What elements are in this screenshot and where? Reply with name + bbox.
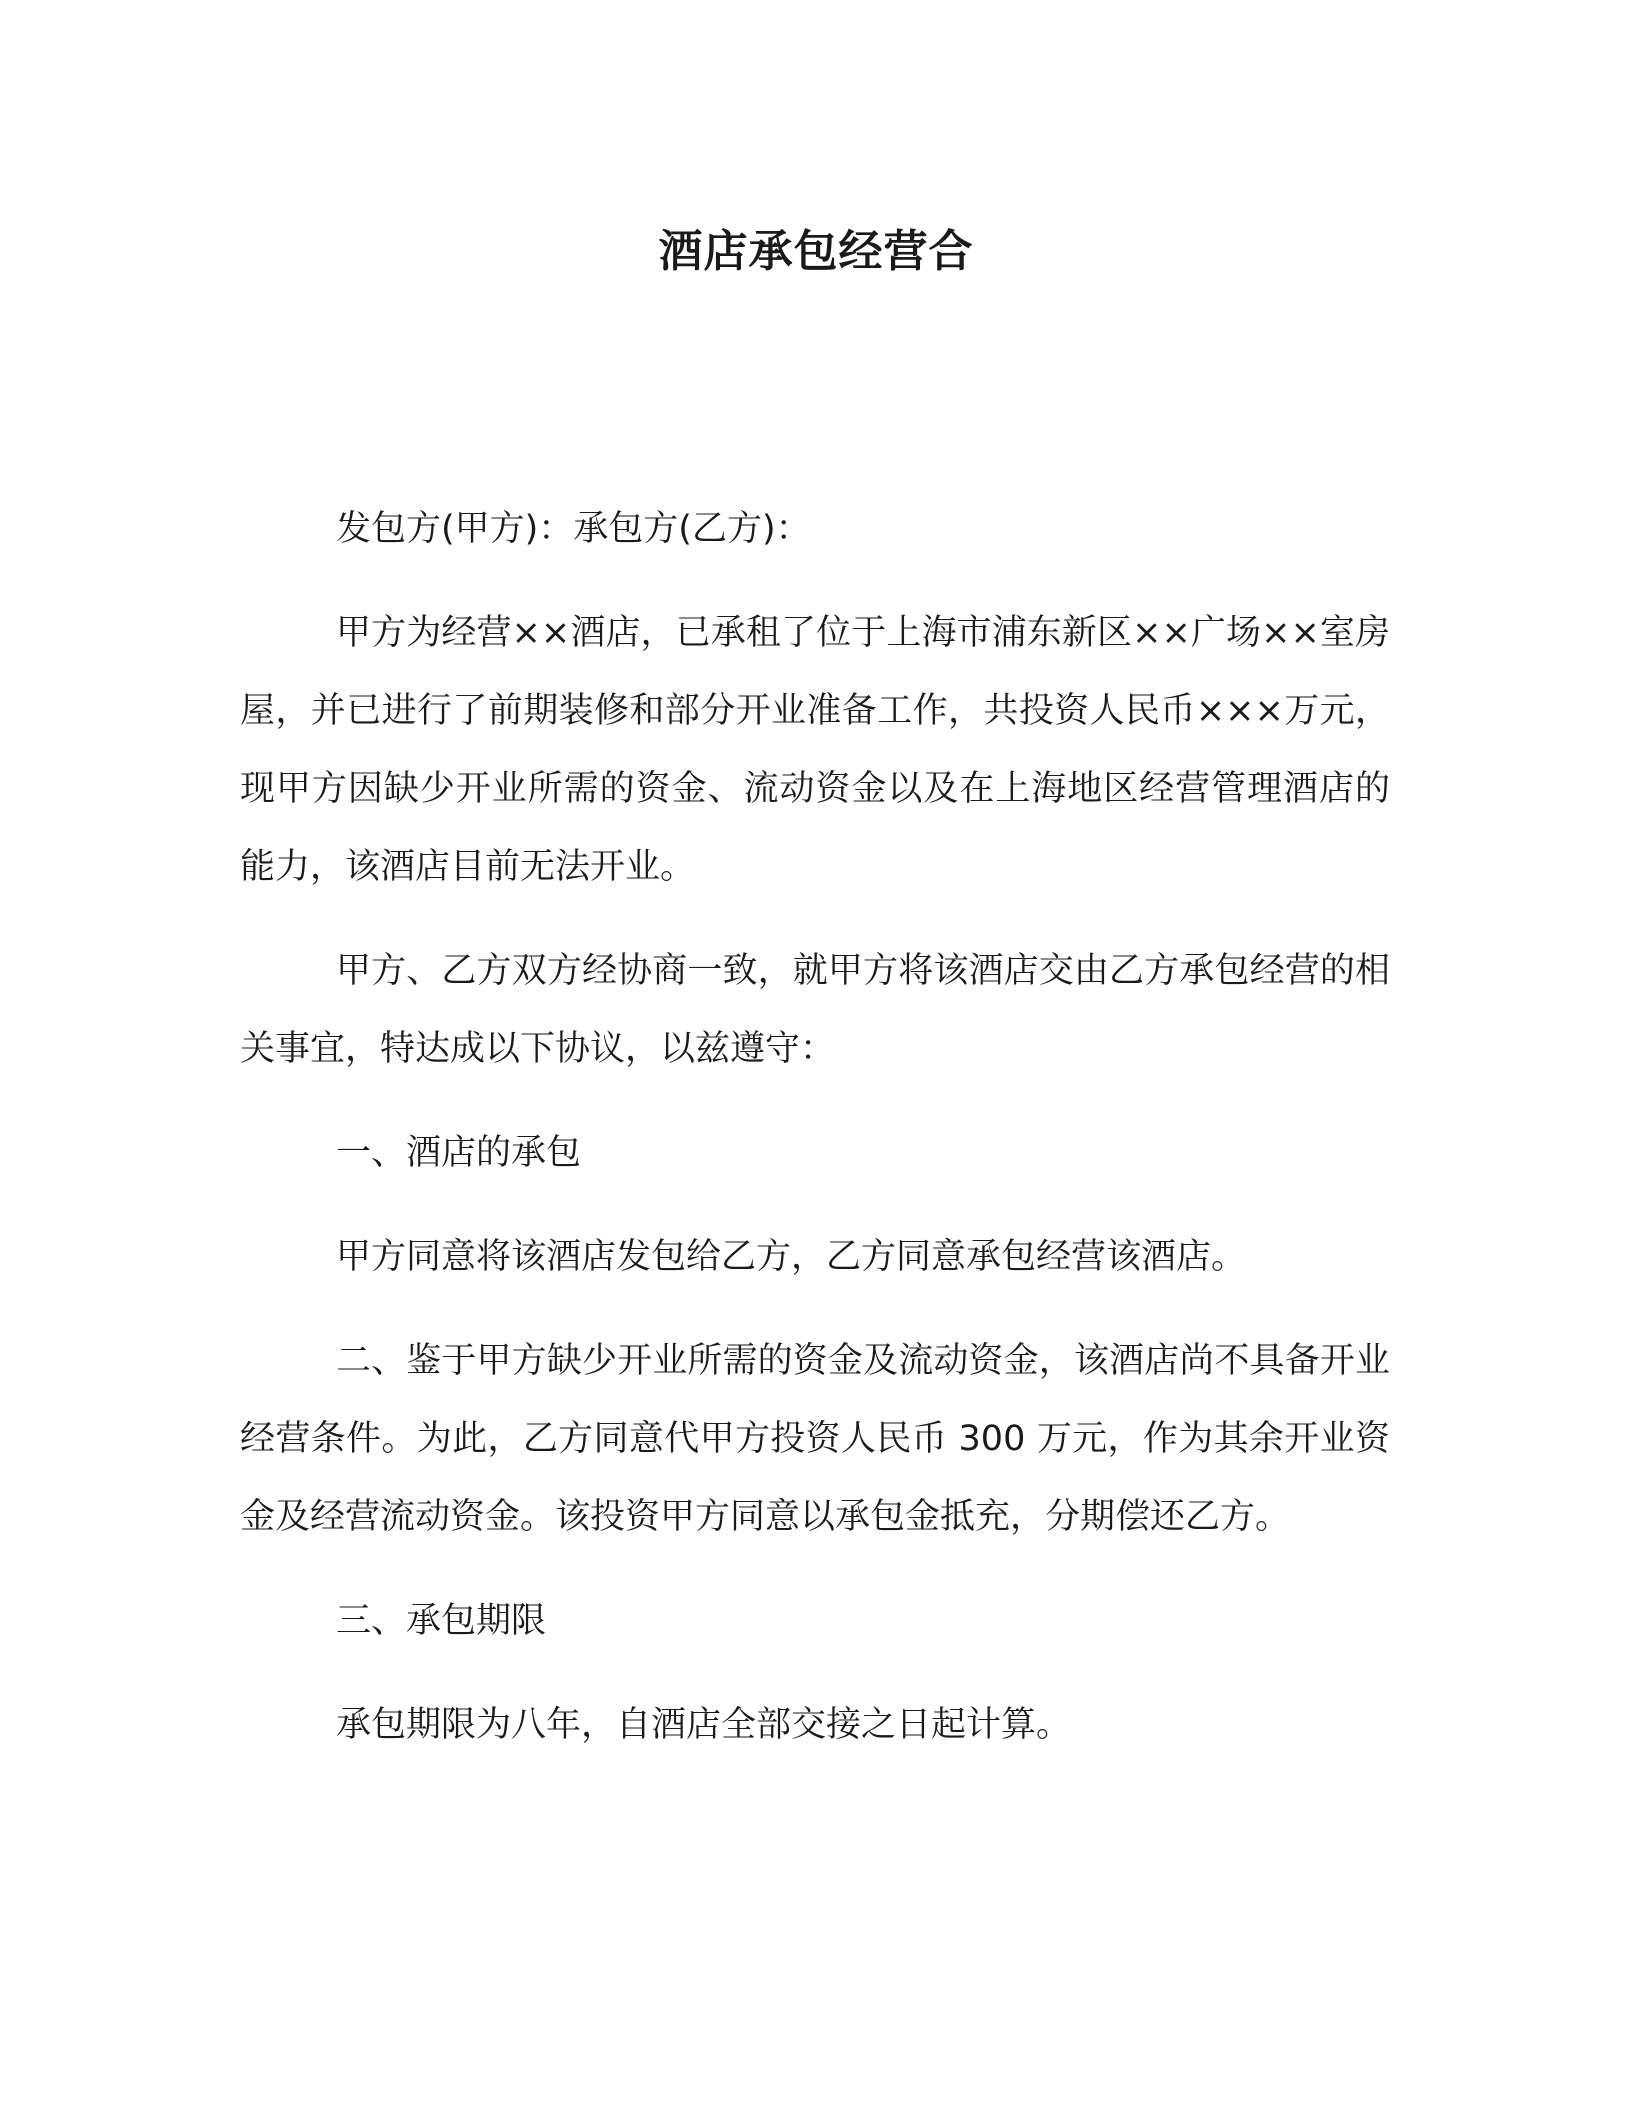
background-paragraph: 甲方为经营××酒店，已承租了位于上海市浦东新区××广场××室房屋，并已进行了前期装修和部分开业准备工作，共投资人民币×××万元，现甲方因缺少开业所需的资金、流动资金以及在上海地区经营管理酒店的能力，该酒店目前无法开业。 [240, 613, 1390, 887]
section-2-paragraph: 二、鉴于甲方缺少开业所需的资金及流动资金，该酒店尚不具备开业经营条件。为此，乙方同意代甲方投资人民币 300 万元，作为其余开业资金及经营流动资金。该投资甲方同意以承包金抵充，分期偿还乙方。 [240, 1341, 1390, 1537]
section-3-heading: 三、承包期限 [336, 1601, 547, 1641]
section-3-text: 承包期限为八年，自酒店全部交接之日起计算。 [336, 1705, 1072, 1745]
document-body [240, 490, 1390, 1790]
agreement-intro-paragraph: 甲方、乙方双方经协商一致，就甲方将该酒店交由乙方承包经营的相关事宜，特达成以下协议，以兹遵守： [240, 951, 1390, 1069]
section-1-text: 甲方同意将该酒店发包给乙方，乙方同意承包经营该酒店。 [336, 1237, 1247, 1277]
document-title: 酒店承包经营合 [658, 226, 974, 277]
parties-line: 发包方(甲方)：承包方(乙方)： [336, 509, 811, 549]
section-1-heading: 一、酒店的承包 [336, 1133, 582, 1173]
